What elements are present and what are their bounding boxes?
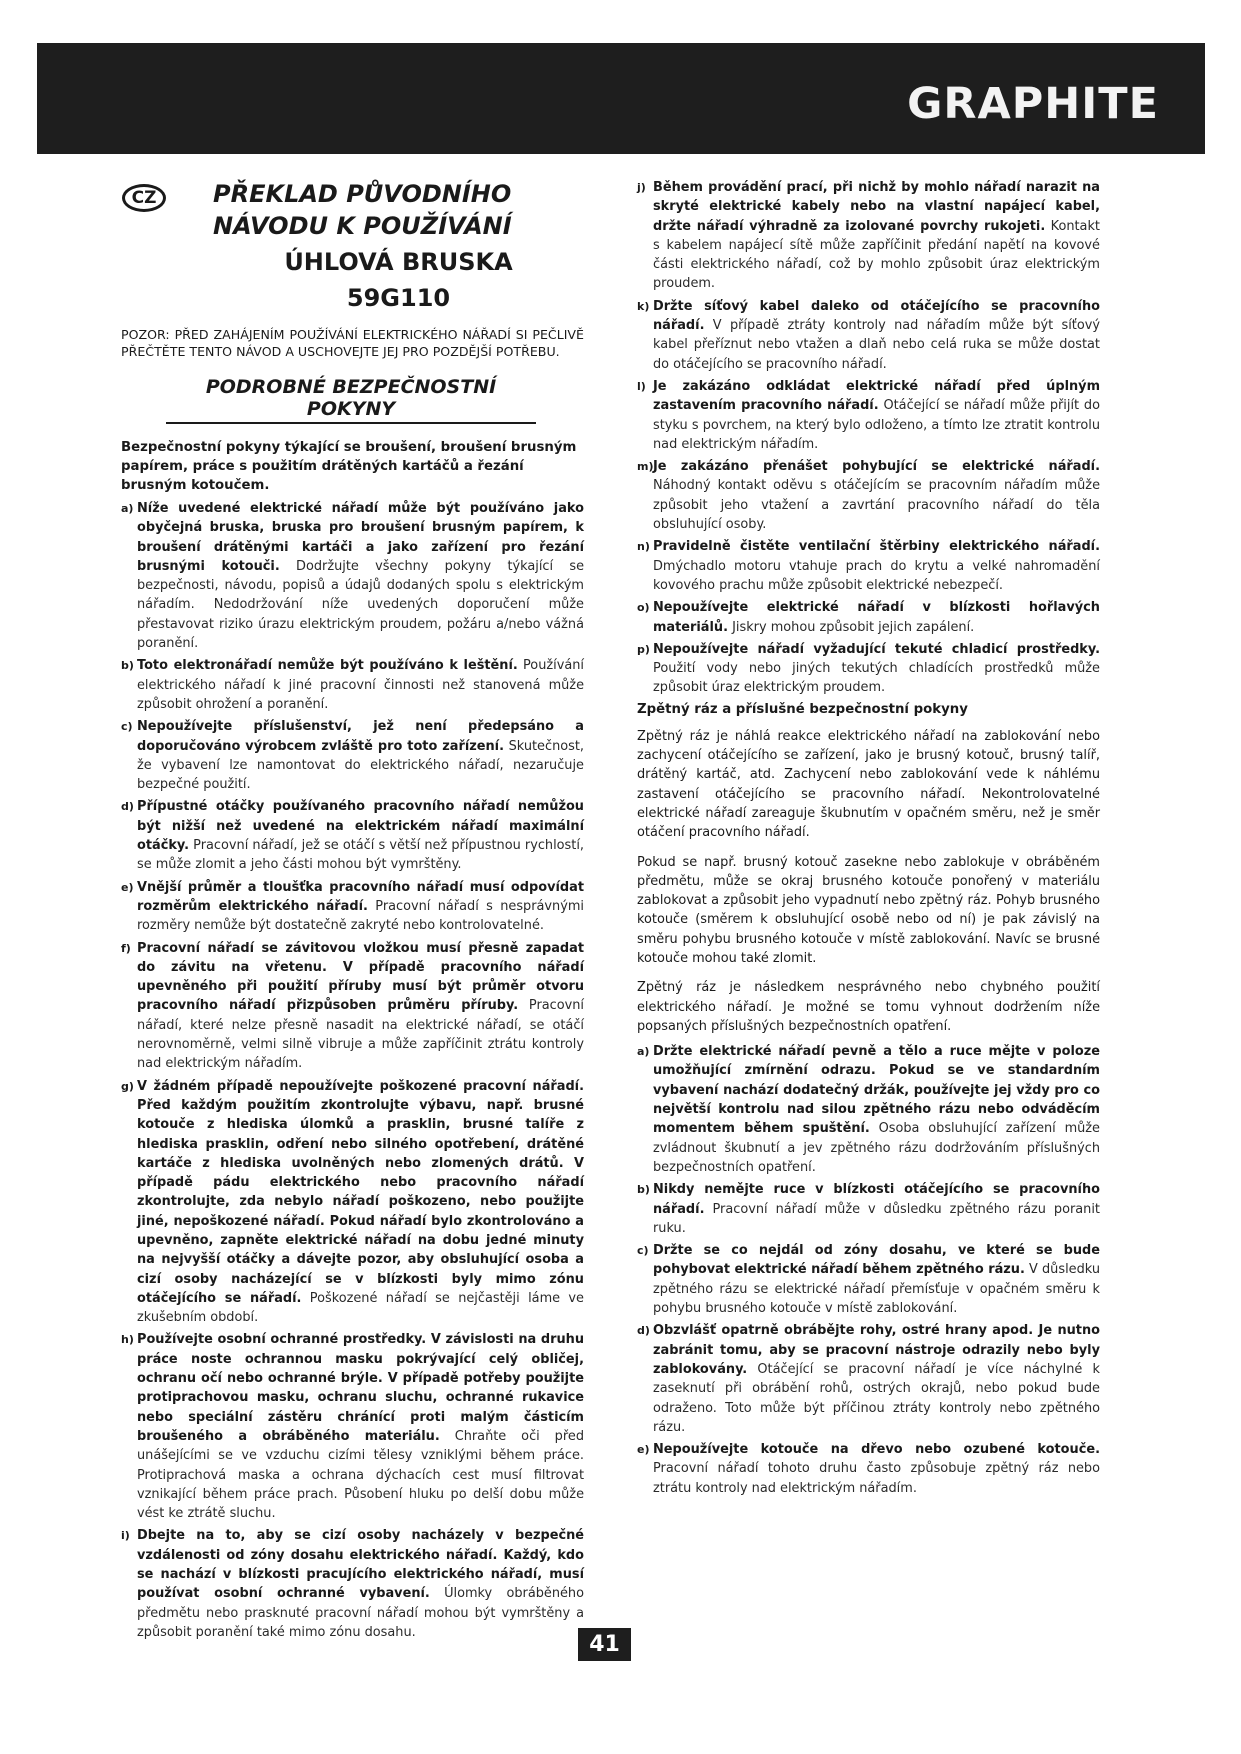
list-item bbox=[637, 1241, 1100, 1318]
item-bold-text: Je zakázáno odkládat elektrické nářadí před úplným zastavením pracovního nářadí. bbox=[653, 378, 1100, 414]
item-label: m) bbox=[637, 460, 654, 474]
left-column bbox=[121, 178, 584, 1645]
item-text: Dmýchadlo motoru vtahuje prach do krytu a velké nahromadění kovového prachu může způsobit elektrické nebezpečí. bbox=[653, 558, 1100, 593]
item-bold-text: Přípustné otáčky používaného pracovního nářadí nemůžou být nižší než uvedené na elektrickém nářadí maximální otáčky. bbox=[137, 799, 584, 854]
list-item bbox=[637, 297, 1100, 374]
item-label: j) bbox=[637, 181, 646, 194]
item-label: c) bbox=[637, 1244, 649, 1258]
item-text: Pracovní nářadí může v důsledku zpětného rázu poranit ruku. bbox=[653, 1201, 1100, 1236]
section-heading: PODROBNÉ BEZPEČNOSTNÍ POKYNY bbox=[166, 376, 536, 424]
list-item bbox=[121, 499, 584, 653]
left-items-list bbox=[121, 499, 584, 1642]
kickback-heading: Zpětný ráz a příslušné bezpečnostní pokyny bbox=[637, 701, 968, 717]
list-item bbox=[637, 457, 1100, 534]
item-text: Pracovní nářadí, které nelze přesně nasadit na elektrické nářadí, se otáčí nerovnoměrně, velmi silně vibruje a může zapříčinit ztrátu kontroly nad elektrickým nářadím. bbox=[137, 998, 584, 1072]
item-text: Jiskry mohou způsobit jejich zapálení. bbox=[728, 619, 975, 635]
list-item bbox=[637, 1180, 1100, 1238]
item-bold-text: Nepoužívejte kotouče na dřevo nebo ozubené kotouče. bbox=[653, 1442, 1100, 1458]
item-bold-text: Níže uvedené elektrické nářadí může být používáno jako obyčejná bruska, bruska pro broušení brusným papírem, k broušení drátěnými kartáči a jako zařízení pro řezání brusnými kotouči. bbox=[137, 501, 584, 574]
list-item bbox=[637, 178, 1100, 294]
item-bold-text: Držte síťový kabel daleko od otáčejícího se pracovního nářadí. bbox=[653, 298, 1100, 334]
header-bar bbox=[37, 43, 1205, 154]
title-line-2: NÁVODU K POUŽÍVÁNÍ bbox=[213, 212, 512, 240]
page-number: 41 bbox=[578, 1628, 631, 1661]
item-text: Použití vody nebo jiných tekutých chladících prostředků může způsobit úraz elektrickým proudem. bbox=[653, 661, 1100, 696]
item-text: Poškozené nářadí se nejčastěji láme ve zkušebním období. bbox=[137, 1290, 584, 1326]
list-item bbox=[121, 717, 584, 794]
list-item bbox=[121, 939, 584, 1074]
item-label: b) bbox=[637, 1183, 650, 1197]
title-block bbox=[121, 178, 584, 242]
list-item bbox=[637, 1042, 1100, 1177]
right-items-top-list bbox=[637, 178, 1100, 698]
item-label: d) bbox=[637, 1324, 650, 1338]
product-name: ÚHLOVÁ BRUSKA bbox=[284, 248, 513, 276]
right-items-bottom-list bbox=[637, 1042, 1100, 1498]
item-bold-text: Držte elektrické nářadí pevně a tělo a ruce mějte v poloze umožňující zmírnění odrazu. Pokud se ve standardním vybavení nachází dodatečný držák, používejte jej vždy pro co největší kontrolu nad silou zpětného rázu nebo odváděcím momentem během spuštění. bbox=[653, 1044, 1100, 1137]
item-label: c) bbox=[121, 720, 133, 734]
item-bold-text: Nepoužívejte elektrické nářadí v blízkosti hořlavých materiálů. bbox=[653, 600, 1100, 635]
item-label: n) bbox=[637, 540, 650, 554]
item-label: d) bbox=[121, 800, 134, 814]
item-label: p) bbox=[637, 642, 650, 656]
list-item bbox=[637, 1440, 1100, 1498]
kickback-paragraph: Pokud se např. brusný kotouč zasekne nebo zablokuje v obráběném předmětu, může se okraj brusného kotouče ponořený v materiálu zablokovat a způsobit jeho vypadnutí nebo zpětný ráz. Pohyb brusného kotouče (směrem k obsluhující osobě nebo od ní) je pak závislý na směru pohybu brusného kotouče v místě zablokování. Navíc se brusné kotouče mohou také zlomit. bbox=[637, 854, 1100, 966]
list-item bbox=[121, 1526, 584, 1642]
item-bold-text: Obzvlášť opatrně obrábějte rohy, ostré hrany apod. Je nutno zabránit tomu, aby se pracovní nástroje odrazily nebo byly zablokovány. bbox=[653, 1323, 1100, 1377]
kickback-paragraph: Zpětný ráz je náhlá reakce elektrického nářadí na zablokování nebo zachycení otáčejícího se zařízení, jako je brusný kotouč, brusný talíř, drátěný kartáč, atd. Zachycení nebo zablokování vede k náhlému zastavení otáčejícího se pracovního nářadí. Nekontrolovatelné elektrické nářadí zareaguje škubnutím v opačném směru, než je směr otáčení pracovního nářadí. bbox=[637, 728, 1100, 841]
item-bold-text: Vnější průměr a tloušťka pracovního nářadí musí odpovídat rozměrům elektrického nářadí. bbox=[137, 879, 584, 914]
list-item bbox=[637, 640, 1100, 698]
item-bold-text: Během provádění prací, při nichž by mohlo nářadí narazit na skryté elektrické kabely nebo na vlastní napájecí kabel, držte nářadí výhradně za izolované povrchy rukojeti. bbox=[653, 180, 1100, 234]
item-label: f) bbox=[121, 941, 131, 955]
item-label: o) bbox=[637, 601, 650, 615]
item-bold-text: Nikdy nemějte ruce v blízkosti otáčejícího se pracovního nářadí. bbox=[653, 1182, 1100, 1217]
item-label: k) bbox=[637, 299, 650, 313]
item-bold-text: Toto elektronářadí nemůže být používáno k leštění. bbox=[137, 658, 518, 674]
graphite-logo: GRAPHITE bbox=[907, 79, 1159, 129]
item-label: h) bbox=[121, 1333, 134, 1347]
item-text: V případě ztráty kontroly nad nářadím může být síťový kabel přeříznut nebo vtažen a dlaň nebo celá ruka se může dostat do otáčejícího se pracovního nářadí. bbox=[653, 318, 1100, 372]
item-label: g) bbox=[121, 1079, 134, 1093]
item-text: Úlomky obráběného předmětu nebo prasknuté pracovní nářadí mohou být vymrštěny a způsobit poranění také mimo zónu dosahu. bbox=[137, 1586, 584, 1640]
list-item bbox=[637, 598, 1100, 637]
model-number: 59G110 bbox=[346, 284, 451, 312]
list-item bbox=[121, 656, 584, 714]
item-bold-text: Pracovní nářadí se závitovou vložkou musí přesně zapadat do závitu na vřetenu. V případě pracovního nářadí upevněného při použití příruby musí být průměr otvoru pracovního nářadí přizpůsoben průměru příruby. bbox=[137, 940, 584, 1014]
item-text: V důsledku zpětného rázu se elektrické nářadí přemísťuje v opačném směru k pohybu brusného kotouče v místě zablokování. bbox=[653, 1262, 1101, 1317]
item-text: Používání elektrického nářadí k jiné pracovní činnosti než stanovená může způsobit ohrožení a poranění. bbox=[137, 658, 584, 712]
item-text: Otáčející se pracovní nářadí je více náchylné k zaseknutí při obrábění rohů, ostrých okrajů, nebo pokud bude odraženo. Toto může být příčinou ztráty kontroly nebo zpětného rázu. bbox=[653, 1361, 1100, 1435]
item-bold-text: V žádném případě nepoužívejte poškozené pracovní nářadí. Před každým použitím zkontrolujte výbavu, např. brusné kotouče z hlediska úlomků a prasklin, brusné talíře z hlediska prasklin, odření nebo silného opotřebení, drátěné kartáče z hlediska uvolněných nebo zlomených drátů. V případě pádu elektrického nebo pracovního nářadí zkontrolujte, zda nebylo nářadí poškozeno, nebo použijte jiné, nepoškozené nářadí. Pokud nářadí bylo zkontrolováno a upevněno, zapněte elektrické nářadí na dobu jedné minuty na nejvyšší otáčky a dávejte pozor, aby obsluhující osoba a cizí osoby nacházející se v blízkosti byly mimo zónu otáčejícího se nářadí. bbox=[137, 1078, 584, 1306]
item-label: e) bbox=[637, 1443, 650, 1457]
item-text: Kontakt s kabelem napájecí sítě může zapříčinit předání napětí na kovové části elektrického nářadí, což by mohlo způsobit úraz elektrickým proudem. bbox=[653, 218, 1100, 292]
item-text: Otáčející se nářadí může přijít do styku s povrchem, na který bylo odloženo, a tímto lze ztratit kontrolu nad elektrickým nářadím. bbox=[653, 398, 1100, 452]
item-bold-text: Pravidelně čistěte ventilační štěrbiny elektrického nářadí. bbox=[653, 539, 1100, 555]
item-text: Náhodný kontakt oděvu s otáčejícím se pracovním nářadím může způsobit jeho vtažení a zavrtání pracovního nářadí do těla obsluhující osoby. bbox=[653, 478, 1100, 533]
item-text: Skutečnost, že vybavení lze namontovat do elektrického nářadí, nezaručuje bezpečné použití. bbox=[137, 738, 584, 793]
language-badge: CZ bbox=[122, 184, 166, 212]
item-bold-text: Používejte osobní ochranné prostředky. V závislosti na druhu práce noste ochrannou masku pokrývající celý obličej, ochranu očí nebo ochranné brýle. V případě potřeby použijte protiprachovou masku, ochranu sluchu, ochranné rukavice nebo speciální zástěru chránící proti malým částicím broušeného a obráběného materiálu. bbox=[137, 1332, 584, 1444]
item-label: b) bbox=[121, 659, 134, 673]
right-column bbox=[637, 178, 1100, 1501]
kickback-paragraph: Zpětný ráz je následkem nesprávného nebo chybného použití elektrického nářadí. Je možné se tomu vyhnout dodržením níže popsaných příslušných bezpečnostních opatření. bbox=[637, 980, 1100, 1034]
intro-text: Bezpečnostní pokyny týkající se broušení, broušení brusným papírem, práce s použitím drátěných kartáčů a řezání brusným kotoučem. bbox=[121, 440, 577, 493]
title-line-1: PŘEKLAD PŮVODNÍHO bbox=[213, 180, 512, 208]
item-label: i) bbox=[121, 1529, 130, 1543]
list-item bbox=[121, 878, 584, 936]
item-text: Pracovní nářadí tohoto druhu často způsobuje zpětný ráz nebo ztrátu kontroly nad elektrickým nářadím. bbox=[653, 1461, 1100, 1496]
item-bold-text: Je zakázáno přenášet pohybující se elektrické nářadí. bbox=[653, 459, 1100, 475]
list-item bbox=[121, 797, 584, 874]
item-text: Pracovní nářadí, jež se otáčí s větší než přípustnou rychlostí, se může zlomit a jeho části mohou být vymrštěny. bbox=[137, 838, 584, 873]
item-label: l) bbox=[637, 379, 646, 393]
item-text: Chraňte oči před unášejícími se ve vzduchu cizími tělesy vzniklými během práce. Protiprachová maska a ochrana dýchacích cest musí filtrovat vznikající během práce prach. Působení hluku po delší dobu může vést ke ztrátě sluchu. bbox=[137, 1428, 584, 1522]
item-label: a) bbox=[637, 1045, 650, 1059]
item-text: Pracovní nářadí s nesprávnými rozměry nemůže být dostatečně zakryté nebo kontrolovatelné. bbox=[137, 898, 584, 934]
item-bold-text: Držte se co nejdál od zóny dosahu, ve které se bude pohybovat elektrické nářadí během zpětného rázu. bbox=[653, 1243, 1100, 1278]
item-label: e) bbox=[121, 880, 134, 894]
item-text: Osoba obsluhující zařízení může zvládnout škubnutí a jev zpětného rázu dodržováním příslušných bezpečnostních opatření. bbox=[653, 1121, 1100, 1175]
item-label: a) bbox=[121, 502, 134, 515]
list-item bbox=[121, 1330, 584, 1523]
item-bold-text: Nepoužívejte nářadí vyžadující tekuté chladicí prostředky. bbox=[653, 641, 1100, 657]
list-item bbox=[637, 377, 1100, 454]
list-item bbox=[121, 1077, 584, 1328]
item-bold-text: Nepoužívejte příslušenství, jež není předepsáno a doporučováno výrobcem zvláště pro toto zařízení. bbox=[137, 719, 584, 754]
list-item bbox=[637, 1321, 1100, 1437]
item-bold-text: Dbejte na to, aby se cizí osoby nacházely v bezpečné vzdálenosti od zóny dosahu elektrického nářadí. Každý, kdo se nachází v blízkosti pracujícího elektrického nářadí, musí používat osobní ochranné vybavení. bbox=[137, 1528, 584, 1602]
item-text: Dodržujte všechny pokyny týkající se bezpečnosti, návodu, popisů a údajů dodaných spolu s elektrickým nářadím. Nedodržování níže uvedených doporučení může přestavovat riziko úrazu elektrickým proudem, požáru a/nebo vážná poranění. bbox=[137, 558, 585, 652]
warning-text: POZOR: PŘED ZAHÁJENÍM POUŽÍVÁNÍ ELEKTRICKÉHO NÁŘADÍ SI PEČLIVĚ PŘEČTĚTE TENTO NÁVOD A USCHOVEJTE JEJ PRO POZDĚJŠÍ POTŘEBU. bbox=[121, 327, 584, 359]
list-item bbox=[637, 537, 1100, 595]
